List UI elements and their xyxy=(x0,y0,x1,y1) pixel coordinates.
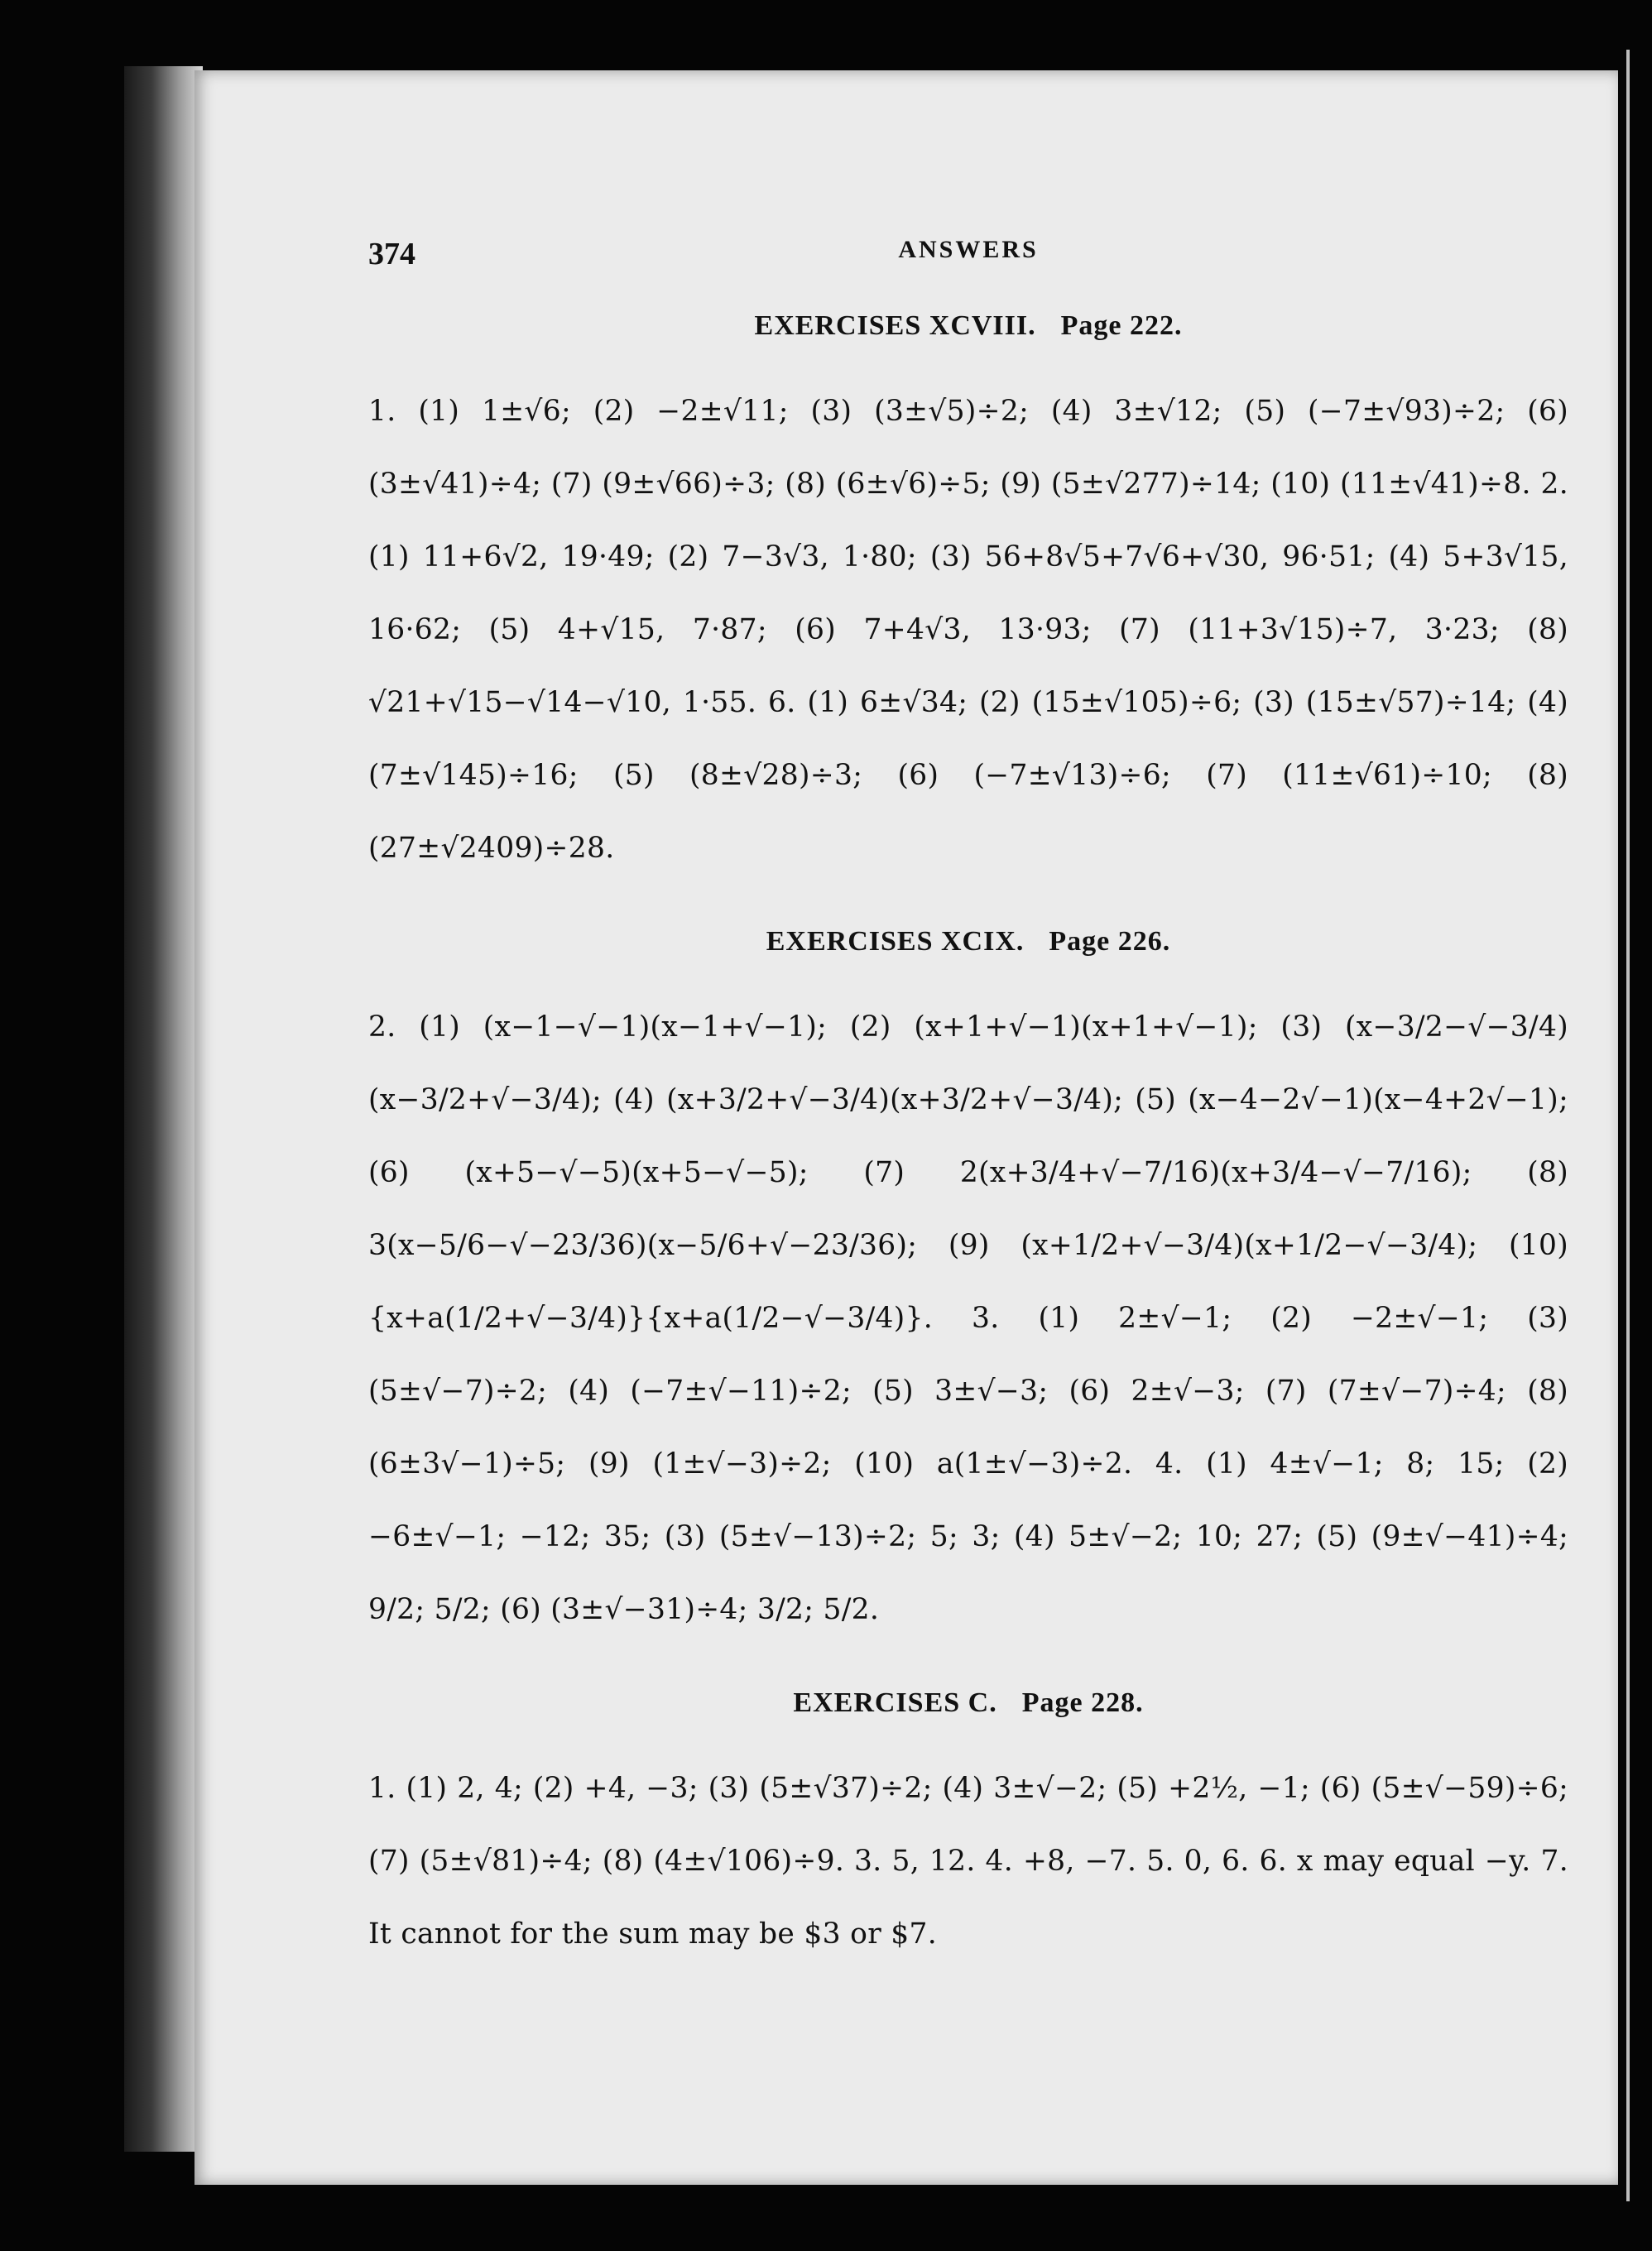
book-page xyxy=(194,70,1618,2185)
book-binding xyxy=(124,66,203,2152)
page-edge xyxy=(1626,50,1630,2201)
section-xcix xyxy=(368,926,1568,1646)
page-header xyxy=(368,228,1568,286)
page-reference: Page 222. xyxy=(1060,310,1183,341)
page-content xyxy=(368,228,1568,2012)
section-title xyxy=(368,1687,1568,1719)
section-c xyxy=(368,1687,1568,1970)
page-number: 374 xyxy=(368,237,415,271)
page-reference: Page 228. xyxy=(1021,1687,1144,1718)
section-xcviii xyxy=(368,310,1568,885)
answers-text: 2. (1) (x−1−√−1)(x−1+√−1); (2) (x+1+√−1)(x+1+√−1); (3) (x−3/2−√−3/4)(x−3/2+√−3/4); (4) (x+3/2+√−3/4)(x+3/2+√−3/4); (5) (x−4−2√−1)(x−4+2√−1); (6) (x+5−√−5)(x+5−√−5); (7) 2(x+3/4+√−7/16)(x+3/4−√−7/16); (8) 3(x−5/6−√−23/36)(x−5/6+√−23/36); (9) (x+1/2+√−3/4)(x+1/2−√−3/4); (10) {x+a(1/2+√−3/4)}{x+a(1/2−√−3/4)}. 3. (1) 2±√−1; (2) −2±√−1; (3) (5±√−7)÷2; (4) (−7±√−11)÷2; (5) 3±√−3; (6) 2±√−3; (7) (7±√−7)÷4; (8) (6±3√−1)÷5; (9) (1±√−3)÷2; (10) a(1±√−3)÷2. 4. (1) 4±√−1; 8; 15; (2) −6±√−1; −12; 35; (3) (5±√−13)÷2; 5; 3; (4) 5±√−2; 10; 27; (5) (9±√−41)÷4; 9/2; 5/2; (6) (3±√−31)÷4; 3/2; 5/2. xyxy=(368,1010,1568,1626)
exercise-heading: EXERCISES C. xyxy=(793,1687,997,1718)
exercise-heading: EXERCISES XCIX. xyxy=(766,926,1025,957)
exercise-heading: EXERCISES XCVIII. xyxy=(754,310,1036,341)
section-title xyxy=(368,310,1568,342)
page-reference: Page 226. xyxy=(1049,926,1171,957)
answers-text: 1. (1) 2, 4; (2) +4, −3; (3) (5±√37)÷2; (4) 3±√−2; (5) +2½, −1; (6) (5±√−59)÷6; (7) (5±√81)÷4; (8) (4±√106)÷9. 3. 5, 12. 4. +8, −7. 5. 0, 6. 6. x may equal −y. 7. It cannot for the sum may be $3 or $7. xyxy=(368,1772,1568,1951)
answers-text: 1. (1) 1±√6; (2) −2±√11; (3) (3±√5)÷2; (4) 3±√12; (5) (−7±√93)÷2; (6) (3±√41)÷4; (7) (9±√66)÷3; (8) (6±√6)÷5; (9) (5±√277)÷14; (10) (11±√41)÷8. 2. (1) 11+6√2, 19·49; (2) 7−3√3, 1·80; (3) 56+8√5+7√6+√30, 96·51; (4) 5+3√15, 16·62; (5) 4+√15, 7·87; (6) 7+4√3, 13·93; (7) (11+3√15)÷7, 3·23; (8) √21+√15−√14−√10, 1·55. 6. (1) 6±√34; (2) (15±√105)÷6; (3) (15±√57)÷14; (4) (7±√145)÷16; (5) (8±√28)÷3; (6) (−7±√13)÷6; (7) (11±√61)÷10; (8) (27±√2409)÷28. xyxy=(368,395,1568,865)
running-head: ANSWERS xyxy=(898,236,1039,263)
section-title xyxy=(368,926,1568,958)
